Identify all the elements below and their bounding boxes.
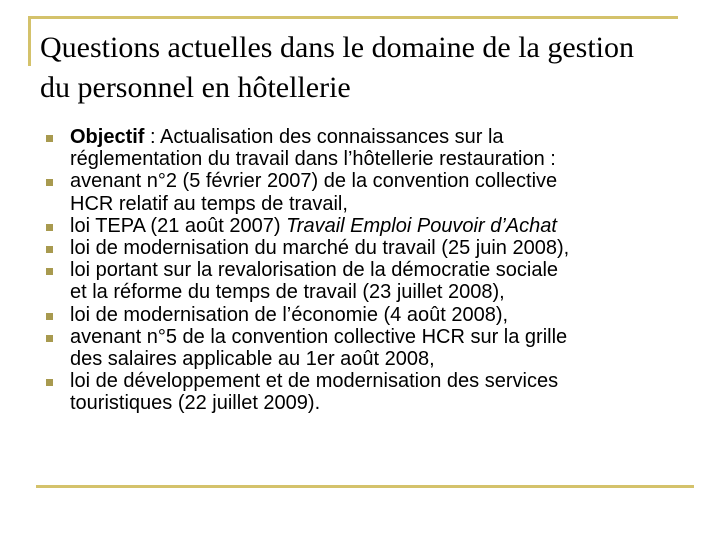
slide-title-line-2: du personnel en hôtellerie [40, 71, 351, 104]
bullet-item-line: loi de modernisation de l’économie (4 août 2008), [70, 303, 509, 326]
square-bullet-icon [46, 135, 53, 142]
bullet-item-loi-tepa [42, 215, 692, 237]
bullet-item-line [70, 215, 692, 237]
bullet-item-line: touristiques (22 juillet 2009). [70, 392, 321, 415]
bullet-bold-label: Objectif [70, 126, 145, 148]
bullet-text: : Actualisation des connaissances sur la [144, 126, 504, 148]
square-bullet-icon [46, 268, 53, 275]
slide-title-line-1: Questions actuelles dans le domaine de la gestion [40, 31, 635, 64]
bullet-item-line: HCR relatif au temps de travail, [70, 192, 348, 215]
bullet-item-line: loi de modernisation du marché du travail (25 juin 2008), [70, 237, 570, 260]
bullet-item-marche-travail [42, 237, 692, 259]
bullet-item-avenant-2 [42, 170, 692, 214]
slide-title [40, 28, 700, 108]
bullet-item-democratie-sociale [42, 259, 692, 303]
bullet-item-line: loi portant sur la revalorisation de la démocratie sociale [70, 259, 559, 282]
bullet-item-objectif [42, 126, 692, 170]
bullet-item-line: avenant n°2 (5 février 2007) de la convention collective [70, 170, 558, 193]
bullet-italic-text: Travail Emploi Pouvoir d’Achat [286, 214, 557, 237]
square-bullet-icon [46, 379, 53, 386]
bullet-item-line: des salaires applicable au 1er août 2008, [70, 348, 435, 371]
square-bullet-icon [46, 246, 53, 253]
bullet-item-line [70, 126, 692, 148]
bullet-item-line: avenant n°5 de la convention collective HCR sur la grille [70, 325, 568, 348]
bullet-item-avenant-5 [42, 326, 692, 370]
square-bullet-icon [46, 313, 53, 320]
bullet-item-services-touristiques [42, 370, 692, 414]
bullet-item-economie [42, 304, 692, 326]
bullet-item-line: loi de développement et de modernisation des services [70, 370, 559, 393]
bullet-list [42, 126, 692, 415]
bottom-divider-line [36, 485, 694, 488]
title-frame-top-line [28, 16, 678, 19]
square-bullet-icon [46, 179, 53, 186]
bullet-text: loi TEPA (21 août 2007) [70, 214, 287, 237]
bullet-item-line: et la réforme du temps de travail (23 juillet 2008), [70, 281, 505, 304]
square-bullet-icon [46, 224, 53, 231]
bullet-item-line: réglementation du travail dans l’hôtellerie restauration : [70, 148, 556, 171]
square-bullet-icon [46, 335, 53, 342]
title-frame-left-line [28, 16, 31, 66]
